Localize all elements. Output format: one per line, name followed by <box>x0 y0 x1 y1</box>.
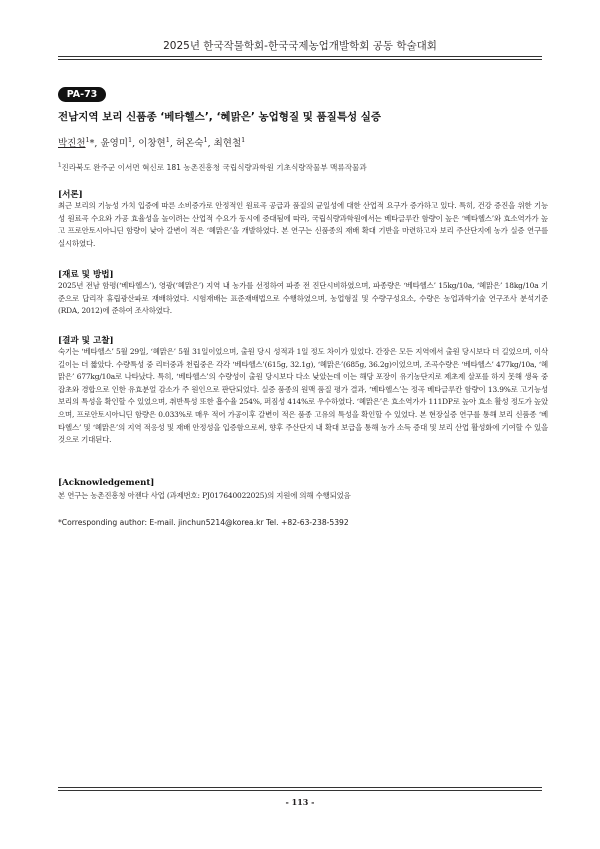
author-sup: 1 <box>165 135 170 144</box>
author-name: 허온숙 <box>175 138 204 149</box>
author-separator: , <box>169 138 176 149</box>
affiliation <box>58 162 542 173</box>
affiliation-text: 진라북도 완주군 이서면 혁신로 181 농촌진흥청 국립식량과학원 기초식량작물부 맥류작물과 <box>61 163 367 172</box>
header-rule <box>58 56 542 57</box>
page-number: - 113 - <box>285 797 315 807</box>
corresponding-author: *Corresponding author: E-mail. jinchun5214@korea.kr Tel. +82-63-238-5392 <box>58 518 349 527</box>
author-sup: 1 <box>128 135 133 144</box>
author-sup: 1 <box>85 135 90 144</box>
section-heading-acknowledgement: [Acknowledgement] <box>58 478 155 488</box>
author-separator: , <box>207 138 214 149</box>
section-body-results: 숙기는 ‘베타헬스’ 5월 29일, ‘혜맑은’ 5월 31일이었으며, 출원 당시 성적과 1일 정도 차이가 있었다. 간장은 모든 지역에서 출원 당시보다 더 길었으며, 이삭 길이는 더 짧았다. 수량특성 중 리터중과 천립중은 각각 ‘베타헬스’(615g, 32.1g), ‘혜맑은’(685g, 36.2g)이었으며, 조곡수량은 ‘베타헬스’ 477kg/10a, ‘혜맑은’ 677kg/10a로 나타났다. 특히, ‘베타헬스’의 수량성이 출원 당시보다 다소 낮았는데 이는 해당 포장이 유기농단지로 제초제 살포를 하지 못해 생육 중 잡초와 경합으로 인한 유효분얼 감소가 주 원인으로 판단되었다. 실증 품종의 원맥 품질 평가 결과, ‘베타헬스’는 정곡 베타글루칸 함량이 13.9%로 고기능성 보리의 특성을 확인할 수 있었으며, 취반특성 또한 흡수율 254%, 퍼짐성 414%로 우수하였다. ‘혜맑은’은 효소역가가 111DP로 높아 효소 활성 정도가 높았으며, 프로안토시아니딘 함량은 0.033%로 매우 적어 가공이후 갈변이 적은 품종 고유의 특성을 확인할 수 있었다. 본 현장실증 연구를 통해 보리 신품종 ‘베타헬스’ 및 ‘혜맑은’의 지역 적응성 및 재배 안정성을 입증함으로써, 향후 주산단지 내 확대 보급을 통해 농가 소득 증대 및 보리 산업 활성화에 기여할 수 있을 것으로 기대된다. <box>58 347 548 445</box>
section-body-acknowledgement: 본 연구는 농촌진흥청 아젠다 사업 (과제번호: PJ017640022025)의 지원에 의해 수행되었음 <box>58 491 351 500</box>
section-heading-methods: [재료 및 방법] <box>58 270 114 280</box>
author-name: 이창현 <box>138 138 166 149</box>
conference-header: 2025년 한국작물학회-한국국제농업개발학회 공동 학술대회 <box>163 40 437 52</box>
author-list <box>58 135 542 149</box>
author-separator: , <box>94 138 101 149</box>
author-name: 최현철 <box>213 138 242 149</box>
footer-rule <box>58 790 542 791</box>
section-body-intro: 최근 보리의 기능성 가치 입증에 따른 소비증가로 안정적인 원료곡 공급과 품질의 균일성에 대한 산업적 요구가 증가하고 있다. 특히, 건강 증진을 위한 기능성 원료곡 수요와 가공 효율성을 높이려는 산업적 수요가 동시에 증대됨에 따라, 국립식량과학원에서는 베타글루칸 함량이 높은 ‘베타헬스’와 효소역가가 높고 프로안토시아니딘 함량이 낮아 갈변이 적은 ‘혜맑은’을 개발하였다. 본 연구는 신품종의 재배 확대 기반을 마련하고자 보리 주산단지에 농가 실증 연구를 실시하였다. <box>58 201 548 248</box>
section-heading-intro: [서론] <box>58 190 83 200</box>
section-heading-results: [결과 및 고찰] <box>58 336 114 346</box>
paper-title: 전남지역 보리 신품종 ‘베타헬스’, ‘혜맑은’ 농업형질 및 품질특성 실증 <box>58 111 382 123</box>
author-sup: 1 <box>241 135 246 144</box>
author-separator: , <box>132 138 139 149</box>
corresponding-mark: * <box>89 138 95 149</box>
footer-rule <box>58 787 542 788</box>
section-body-methods: 2025년 전남 함평(‘베타헬스’), 영광(‘혜맑은’) 지역 내 농가를 선정하여 파종 전 진단시비하였으며, 파종량은 ‘베타헬스’ 15kg/10a, ‘혜맑은’ 18kg/10a 기준으로 답리작 휴립광산파로 재배하였다. 시험재배는 표준재배법으로 수행하였으며, 농업형질 및 수량구성요소, 수량은 농업과학기술 연구조사 분석기준(RDA, 2012)에 준하여 조사하였다. <box>58 281 548 316</box>
author-name: 윤영미 <box>100 138 128 149</box>
author-name: 박진천 <box>58 138 86 149</box>
paper-code-badge: PA-73 <box>58 87 106 102</box>
affiliation-sup: 1 <box>58 162 62 169</box>
header-rule <box>58 59 542 60</box>
author-sup: 1 <box>203 135 208 144</box>
